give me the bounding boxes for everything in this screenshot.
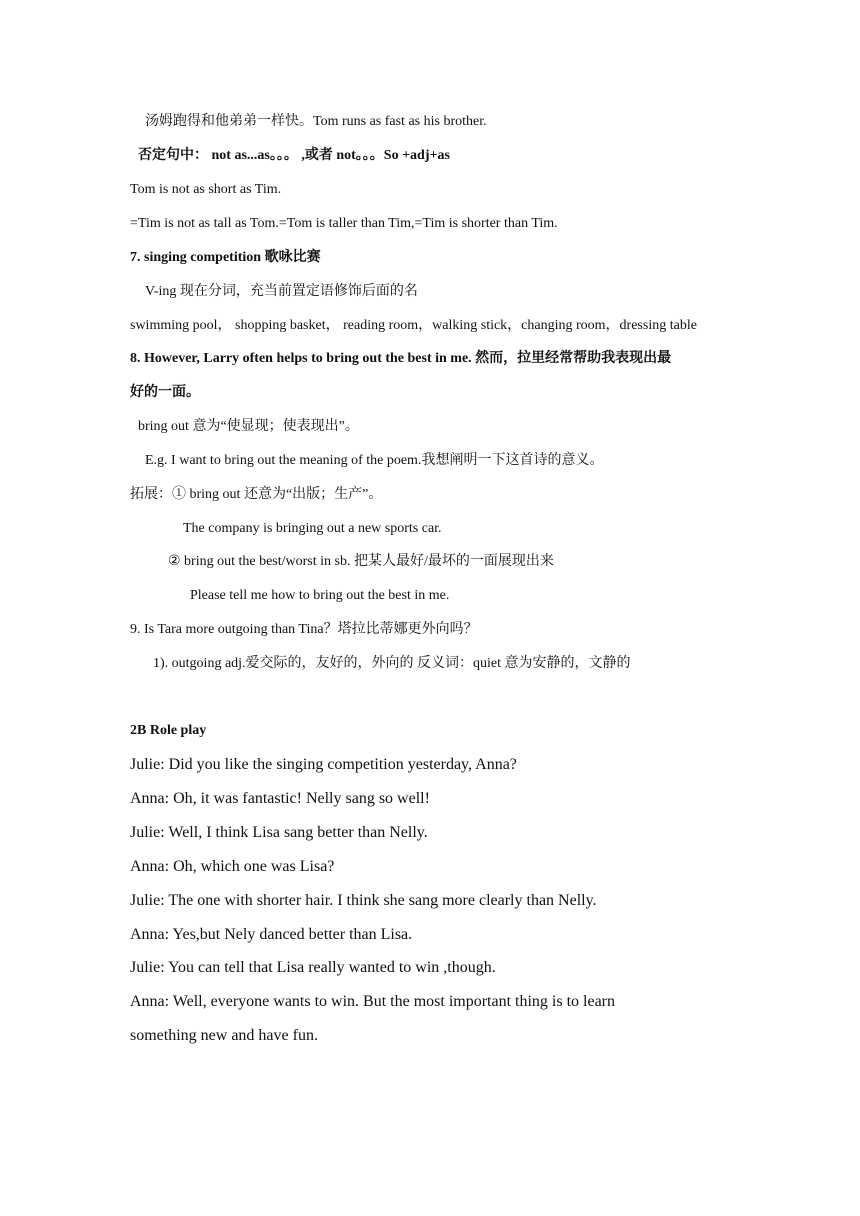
dialogue-line: Julie: Well, I think Lisa sang better than Nelly. <box>130 824 428 841</box>
dialogue-line: Julie: The one with shorter hair. I think she sang more clearly than Nelly. <box>130 892 597 909</box>
equivalence-line: =Tim is not as tall as Tom.=Tom is taller than Tim,=Tim is shorter than Tim. <box>130 216 558 231</box>
point-8-heading-cont: 好的一面。 <box>130 385 200 400</box>
extension-2-example: Please tell me how to bring out the best in me. <box>190 588 450 603</box>
negation-rule: 否定句中： not as...as。。。 ,或者 not。。。So +adj+as <box>138 148 450 163</box>
example-sentence: 汤姆跑得和他弟弟一样快。Tom runs as fast as his brother. <box>145 114 487 129</box>
point-9-heading: 9. Is Tara more outgoing than Tina？塔拉比蒂娜更外向吗？ <box>130 622 478 637</box>
extension-1-example: The company is bringing out a new sports car. <box>183 521 442 536</box>
dialogue-line: Anna: Well, everyone wants to win. But the most important thing is to learn <box>130 993 616 1010</box>
negation-example: Tom is not as short as Tim. <box>130 182 282 197</box>
dialogue-line: Julie: You can tell that Lisa really wanted to win ,though. <box>130 959 496 976</box>
dialogue-line: Anna: Oh, it was fantastic! Nelly sang so well! <box>130 790 430 807</box>
outgoing-note: 1). outgoing adj.爱交际的，友好的，外向的 反义词：quiet 意为安静的，文静的 <box>153 656 631 671</box>
ving-note: V-ing 现在分词，充当前置定语修饰后面的名 <box>145 284 418 299</box>
dialogue-line: Julie: Did you like the singing competition yesterday, Anna? <box>130 756 517 773</box>
extension-1: 拓展：① bring out 还意为“出版；生产”。 <box>130 487 383 502</box>
dialogue-line: Anna: Yes,but Nely danced better than Lisa. <box>130 926 413 943</box>
point-8-heading: 8. However, Larry often helps to bring out the best in me. 然而，拉里经常帮助我表现出最 <box>130 351 672 366</box>
bring-out-meaning: bring out 意为“使显现；使表现出”。 <box>138 419 359 434</box>
point-7-heading: 7. singing competition 歌咏比赛 <box>130 250 321 265</box>
bring-out-example: E.g. I want to bring out the meaning of the poem.我想阐明一下这首诗的意义。 <box>145 453 604 468</box>
ving-examples: swimming pool， shopping basket， reading room，walking stick，changing room，dressing table <box>130 318 697 333</box>
dialogue-line: something new and have fun. <box>130 1027 318 1044</box>
dialogue-line: Anna: Oh, which one was Lisa? <box>130 858 335 875</box>
section-heading: 2B Role play <box>130 723 207 738</box>
extension-2: ② bring out the best/worst in sb. 把某人最好/最坏的一面展现出来 <box>168 554 554 569</box>
